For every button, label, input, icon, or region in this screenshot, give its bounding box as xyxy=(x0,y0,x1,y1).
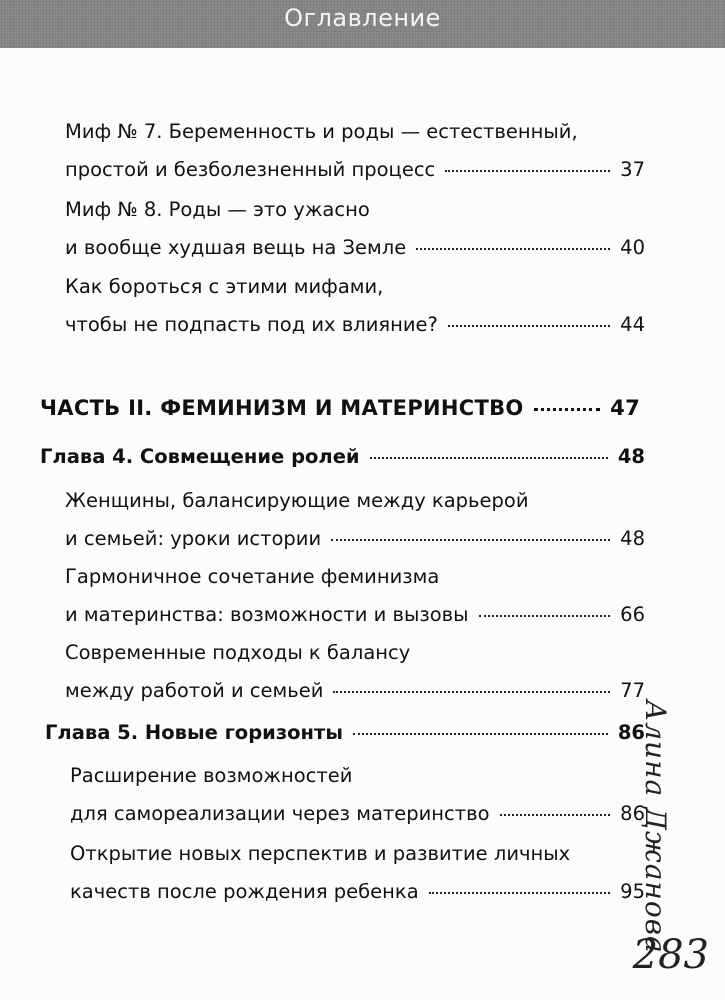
toc-entry-myth-7[interactable] xyxy=(65,113,645,189)
toc-page-number: 48 xyxy=(617,445,645,468)
toc-entry-text: Миф № 7. Беременность и роды — естественный, xyxy=(65,120,578,143)
toc-entry-text: и вообще худшая вещь на Земле xyxy=(65,236,407,259)
toc-chapter-title: Глава 4. Совмещение ролей xyxy=(40,445,360,468)
toc-entry-text: Открытие новых перспектив и развитие личных xyxy=(70,842,571,865)
toc-entry-text: и материнства: возможности и вызовы xyxy=(65,603,469,626)
toc-chapter-5[interactable] xyxy=(45,714,645,752)
toc-entry-text: Расширение возможностей xyxy=(70,764,353,787)
toc-page-number: 44 xyxy=(620,313,645,336)
toc-entry-modern-approaches[interactable] xyxy=(65,634,645,710)
toc-entry-women-balancing[interactable] xyxy=(65,482,645,558)
toc-part-2[interactable] xyxy=(40,389,640,427)
toc-entry-harmonious-combination[interactable] xyxy=(65,558,645,634)
toc-entry-text: Современные подходы к балансу xyxy=(65,641,411,664)
dot-leader xyxy=(429,892,611,894)
toc-entry-text: и семьей: уроки истории xyxy=(65,527,322,550)
toc-entry-new-perspectives[interactable] xyxy=(70,835,645,911)
dot-leader xyxy=(331,539,610,541)
toc-entry-text: Как бороться с этими мифами, xyxy=(65,275,384,298)
toc-page-number: 95 xyxy=(620,880,645,903)
toc-entry-myth-8[interactable] xyxy=(65,191,645,267)
toc-entry-text: Миф № 8. Роды — это ужасно xyxy=(65,198,370,221)
toc-part-title: ЧАСТЬ II. ФЕМИНИЗМ И МАТЕРИНСТВО xyxy=(40,396,524,420)
toc-entry-text: простой и безболезненный процесс xyxy=(65,158,436,181)
toc-entry-expanding-opportunities[interactable] xyxy=(70,757,645,833)
dot-leader xyxy=(353,733,608,735)
dot-leader xyxy=(500,814,611,816)
author-name: Алина Джанова xyxy=(639,700,672,954)
toc-page-number: 48 xyxy=(620,527,645,550)
toc-entry-fight-myths[interactable] xyxy=(65,268,645,344)
toc-entry-text: Женщины, балансирующие между карьерой xyxy=(65,489,529,512)
toc-page-number: 86 xyxy=(617,721,645,744)
toc-entry-text: для самореализации через материнство xyxy=(70,802,490,825)
toc-page-number: 40 xyxy=(620,236,645,259)
toc-page-number: 37 xyxy=(620,158,645,181)
page-number: 283 xyxy=(632,932,709,978)
toc-page-number: 66 xyxy=(620,603,645,626)
dot-leader xyxy=(479,615,611,617)
dot-leader xyxy=(416,248,610,250)
dot-leader xyxy=(445,170,610,172)
toc-page-number: 47 xyxy=(610,396,640,420)
toc-chapter-4[interactable] xyxy=(40,438,645,476)
toc-entry-text: чтобы не подпасть под их влияние? xyxy=(65,313,438,336)
toc-entry-text: качеств после рождения ребенка xyxy=(70,880,419,903)
toc-entry-text: между работой и семьей xyxy=(65,679,324,702)
toc-page-number: 77 xyxy=(620,679,645,702)
toc-entry-text: Гармоничное сочетание феминизма xyxy=(65,565,440,588)
page-title: Оглавление xyxy=(284,4,441,32)
toc-page-number: 86 xyxy=(620,802,645,825)
toc-chapter-title: Глава 5. Новые горизонты xyxy=(45,721,343,744)
dot-leader xyxy=(448,325,610,327)
dot-leader xyxy=(333,691,610,693)
dot-leader xyxy=(370,457,608,459)
dot-leader xyxy=(534,408,601,411)
